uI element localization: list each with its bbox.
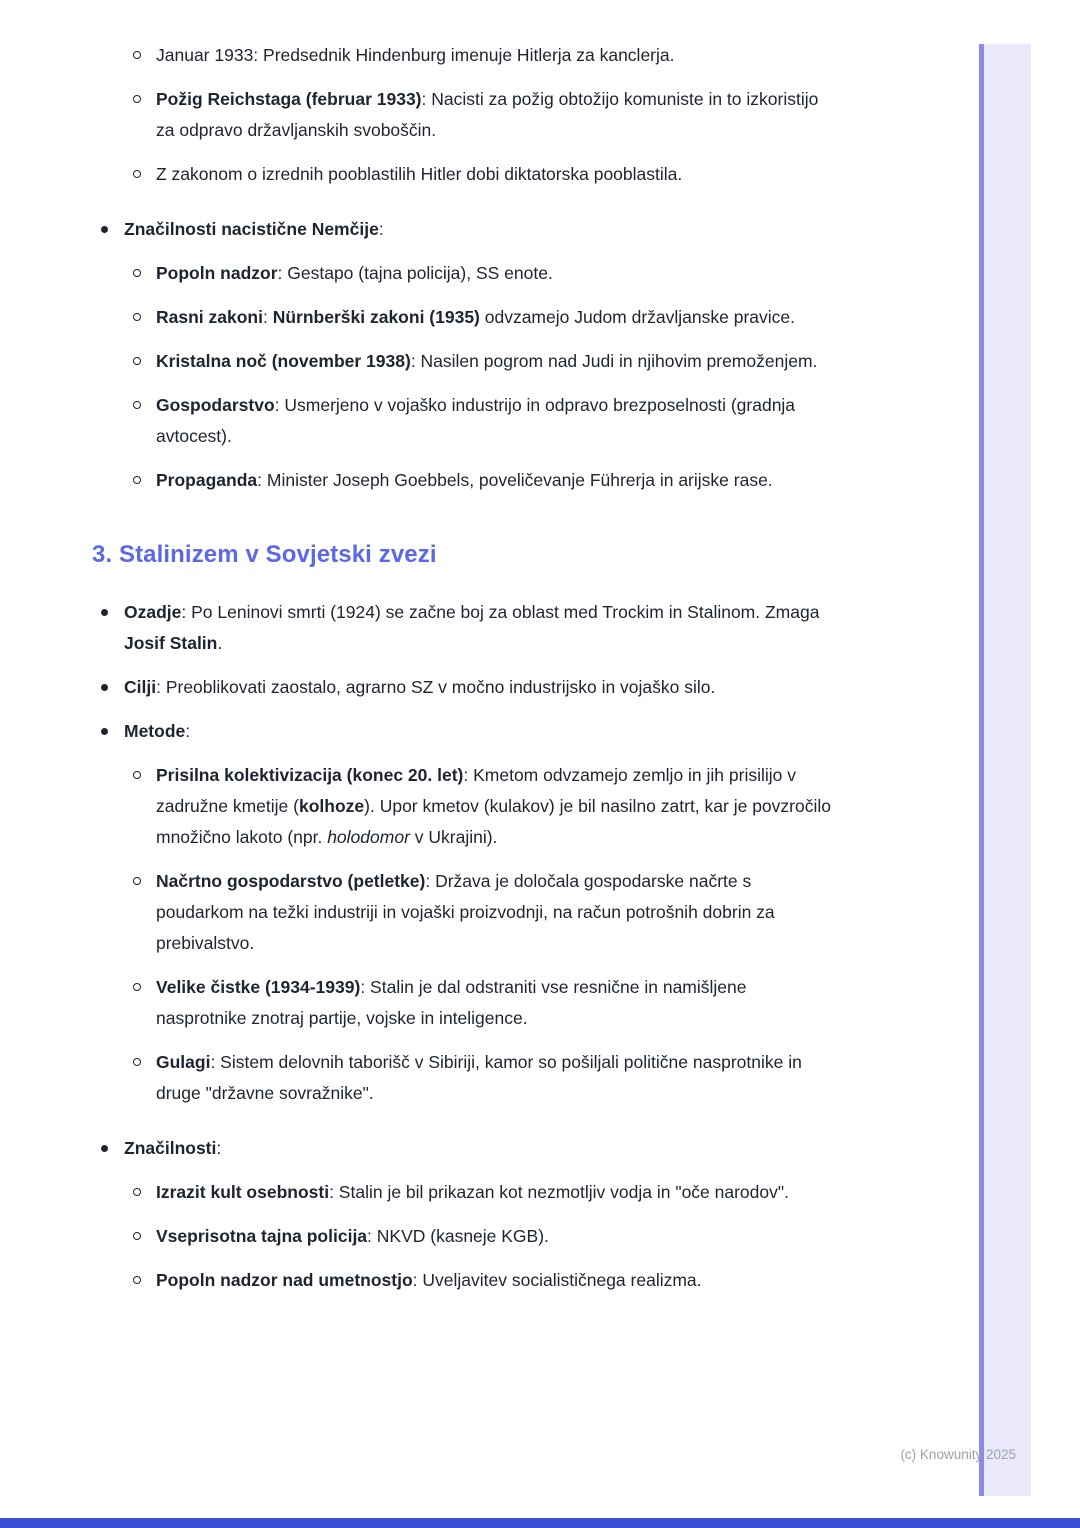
text-run-bold: Rasni zakoni [156,307,263,327]
list-item [92,214,834,245]
list-item [92,346,834,377]
text-run: : Gestapo (tajna policija), SS enote. [277,263,553,283]
text-run: : [185,721,191,741]
text-run-bold: Popoln nadzor nad umetnostjo [156,1270,413,1290]
bottom-accent-bar [0,1518,1080,1528]
list-item [92,1177,834,1208]
bullet-circle-marker [132,760,156,853]
bullet-circle-marker [132,866,156,959]
list-item-text [156,84,834,146]
bullet-circle-marker [132,159,156,190]
list-item-text [156,258,834,289]
list-item [92,302,834,333]
bullet-disc-marker [100,214,124,245]
list-item-text [124,214,834,245]
list-item-text [156,760,834,853]
list-item-text [124,672,834,703]
text-run-bold: Požig Reichstaga (februar 1933) [156,89,422,109]
text-run: : Preoblikovati zaostalo, agrarno SZ v močno industrijsko in vojaško silo. [156,677,716,697]
text-run-bold: Popoln nadzor [156,263,278,283]
bullet-disc-marker [100,1133,124,1164]
text-run: : Po Leninovi smrti (1924) se začne boj za oblast med Trockim in Stalinom. Zmaga [181,602,820,622]
text-run-bold: Propaganda [156,470,258,490]
text-run-bold: Kristalna noč (november 1938) [156,351,411,371]
list-item [92,1265,834,1296]
text-run-bold: Nürnberški zakoni (1935) [272,307,480,327]
text-run-bold: Prisilna kolektivizacija (konec 20. let) [156,765,464,785]
text-run-bold: Cilji [124,677,157,697]
list-item [92,258,834,289]
text-run-bold: Vseprisotna tajna policija [156,1226,368,1246]
text-run: : [216,1138,222,1158]
right-margin-strip [979,44,1031,1496]
bullet-circle-marker [132,1177,156,1208]
text-run: : Uveljavitev socialističnega realizma. [412,1270,702,1290]
text-run: : Usmerjeno v vojaško industrijo in odpravo brezposelnosti (gradnja avtocest). [156,395,796,446]
bullet-disc-marker [100,716,124,747]
section-heading: 3. Stalinizem v Sovjetski zvezi [92,541,437,568]
bullet-circle-marker [132,40,156,71]
bullet-circle-marker [132,390,156,452]
text-run-bold: Gospodarstvo [156,395,275,415]
list-item-text [156,302,834,333]
list-item [92,40,834,71]
right-margin-line [979,44,984,1496]
text-run-bold: Načrtno gospodarstvo (petletke) [156,871,426,891]
text-run: Januar 1933: Predsednik Hindenburg imenuje Hitlerja za kanclerja. [156,45,675,65]
bullet-disc-marker [100,672,124,703]
list-item-text [124,716,834,747]
list-item-text [124,1133,834,1164]
text-run-bold: Značilnosti nacistične Nemčije [124,219,379,239]
list-item [92,390,834,452]
list-item [92,672,834,703]
watermark: (c) Knowunity 2025 [900,1447,1016,1462]
list-item-text [156,972,834,1034]
text-run: odvzamejo Judom državljanske pravice. [479,307,796,327]
list-item-text [156,40,834,71]
text-run: : [378,219,384,239]
text-run: : Država je določala gospodarske načrte s poudarkom na težki industriji in vojaški proizvodnji, na račun potrošnih dobrin za prebivalstvo. [156,871,775,953]
text-run-bold: Metode [124,721,186,741]
list-item-text [156,1265,834,1296]
text-run: ). Upor kmetov (kulakov) je bil nasilno zatrt, kar je povzročilo množično lakoto (npr. [156,796,831,847]
text-run: : Kmetom odvzamejo zemljo in jih prisilijo v zadružne kmetije ( [156,765,796,816]
bullet-circle-marker [132,1265,156,1296]
bullet-circle-marker [132,465,156,496]
list-item [92,1221,834,1252]
bullet-circle-marker [132,1047,156,1109]
list-item-text [156,1177,834,1208]
list-item [92,84,834,146]
list-item-text [156,1221,834,1252]
list-item [92,1047,834,1109]
text-run-italic: holodomor [327,827,410,847]
text-run-bold: Značilnosti [124,1138,217,1158]
bullet-circle-marker [132,1221,156,1252]
list-item [92,716,834,747]
list-item [92,866,834,959]
text-run: : Nasilen pogrom nad Judi in njihovim premoženjem. [410,351,818,371]
text-run: Z zakonom o izrednih pooblastilih Hitler dobi diktatorska pooblastila. [156,164,683,184]
text-run: : Minister Joseph Goebbels, poveličevanje Führerja in arijske rase. [257,470,773,490]
list-item-text [156,866,834,959]
list-item-text [156,1047,834,1109]
list-item [92,597,834,659]
bullet-circle-marker [132,972,156,1034]
list-item-text [156,390,834,452]
list-item [92,760,834,853]
text-run: . [217,633,223,653]
text-run: : Stalin je bil prikazan kot nezmotljiv vodja in "oče narodov". [329,1182,789,1202]
list-item [92,159,834,190]
list-item [92,972,834,1034]
text-run-bold: Gulagi [156,1052,211,1072]
bullet-circle-marker [132,84,156,146]
text-run-bold: Ozadje [124,602,182,622]
document-content [92,40,834,1309]
list-item-text [124,597,834,659]
text-run: : Stalin je dal odstraniti vse resnične in namišljene nasprotnike znotraj partije, vojske in inteligence. [156,977,747,1028]
text-run-bold: Josif Stalin [124,633,218,653]
text-run: : Nacisti za požig obtožijo komuniste in to izkoristijo za odpravo državljanskih svoboščin. [156,89,819,140]
list-item [92,465,834,496]
text-run: : [262,307,273,327]
list-item [92,1133,834,1164]
bullet-circle-marker [132,346,156,377]
text-run-bold: Velike čistke (1934-1939) [156,977,361,997]
bullet-disc-marker [100,597,124,659]
bullet-circle-marker [132,302,156,333]
text-run-bold: kolhoze [298,796,365,816]
list-item-text [156,465,834,496]
bullet-circle-marker [132,258,156,289]
text-run: v Ukrajini). [409,827,498,847]
list-item-text [156,159,834,190]
list-item-text [156,346,834,377]
text-run-bold: Izrazit kult osebnosti [156,1182,330,1202]
text-run: : Sistem delovnih taborišč v Sibiriji, kamor so pošiljali politične nasprotnike in druge "državne sovražnike". [156,1052,802,1103]
text-run: : NKVD (kasneje KGB). [367,1226,549,1246]
